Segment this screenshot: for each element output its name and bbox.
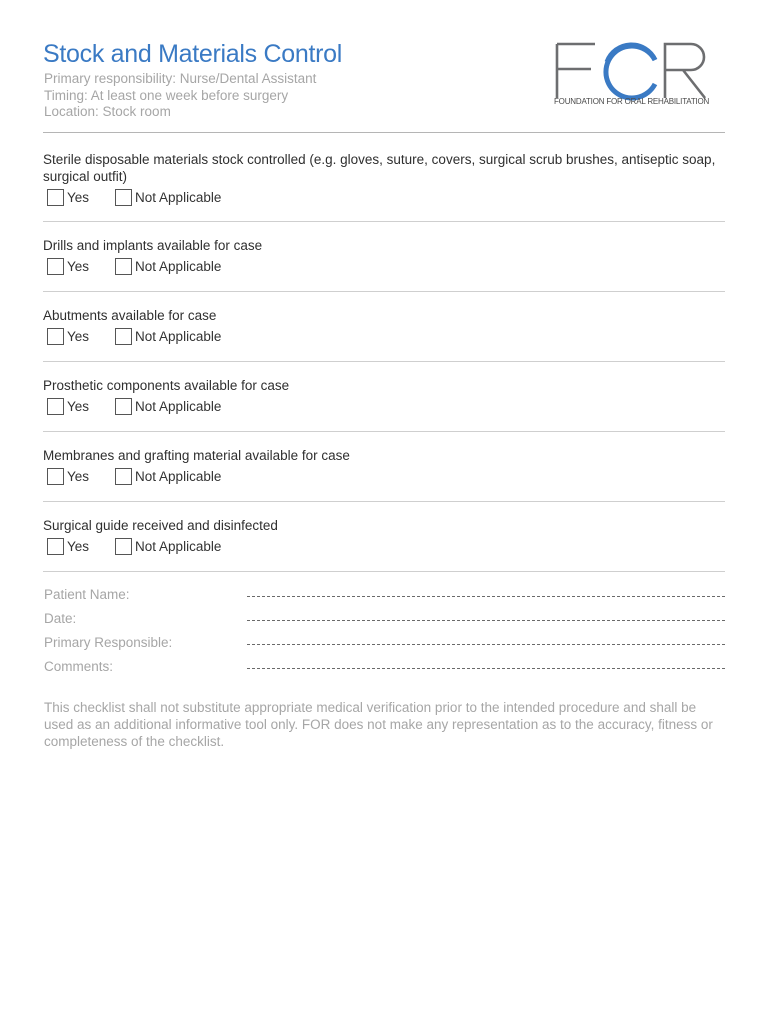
yes-checkbox[interactable] xyxy=(47,538,64,555)
item-question: Abutments available for case xyxy=(43,308,217,323)
patient-name-label: Patient Name: xyxy=(44,587,130,602)
yes-checkbox-option[interactable] xyxy=(43,398,89,415)
yes-label: Yes xyxy=(67,258,90,274)
item-question: Sterile disposable materials stock controlled (e.g. gloves, suture, covers, surgical scrub brushes, antiseptic soap, surgical outfit) xyxy=(43,152,716,184)
not-applicable-label: Not Applicable xyxy=(135,468,222,484)
not-applicable-label: Not Applicable xyxy=(135,398,222,414)
not-applicable-checkbox-option[interactable] xyxy=(111,258,221,275)
not-applicable-checkbox-option[interactable] xyxy=(111,189,221,206)
not-applicable-checkbox-option[interactable] xyxy=(111,328,221,345)
yes-label: Yes xyxy=(67,328,90,344)
checklist-item xyxy=(43,517,725,556)
item-question: Membranes and grafting material available for case xyxy=(43,448,350,463)
primary-responsible-field[interactable] xyxy=(247,644,725,645)
yes-checkbox-option[interactable] xyxy=(43,468,89,485)
not-applicable-checkbox[interactable] xyxy=(115,468,132,485)
patient-name-field[interactable] xyxy=(247,596,725,597)
yes-checkbox-option[interactable] xyxy=(43,538,89,555)
location: Location: Stock room xyxy=(44,104,171,119)
not-applicable-checkbox[interactable] xyxy=(115,538,132,555)
not-applicable-checkbox[interactable] xyxy=(115,398,132,415)
yes-label: Yes xyxy=(67,468,90,484)
yes-label: Yes xyxy=(67,538,90,554)
item-question: Prosthetic components available for case xyxy=(43,378,290,393)
checklist-item xyxy=(43,151,725,207)
disclaimer: This checklist shall not substitute appropriate medical verification prior to the intended procedure and shall be used as an additional informative tool only. FOR does not make any representation as to the accuracy, fitness or completeness of the checklist. xyxy=(44,700,713,749)
yes-checkbox[interactable] xyxy=(47,468,64,485)
not-applicable-checkbox[interactable] xyxy=(115,328,132,345)
yes-label: Yes xyxy=(67,189,90,205)
header-divider xyxy=(43,132,725,133)
yes-checkbox-option[interactable] xyxy=(43,189,89,206)
not-applicable-checkbox-option[interactable] xyxy=(111,538,221,555)
not-applicable-checkbox-option[interactable] xyxy=(111,398,221,415)
comments-field[interactable] xyxy=(247,668,725,669)
item-divider xyxy=(43,431,725,432)
item-divider xyxy=(43,571,725,572)
not-applicable-label: Not Applicable xyxy=(135,258,222,274)
not-applicable-checkbox[interactable] xyxy=(115,189,132,206)
checklist-item xyxy=(43,447,725,486)
item-divider xyxy=(43,291,725,292)
checklist-item xyxy=(43,237,725,276)
primary-responsible-label: Primary Responsible: xyxy=(44,635,173,650)
comments-label: Comments: xyxy=(44,659,114,674)
yes-checkbox[interactable] xyxy=(47,328,64,345)
checklist-item xyxy=(43,377,725,416)
not-applicable-checkbox-option[interactable] xyxy=(111,468,221,485)
date-label: Date: xyxy=(44,611,77,626)
yes-checkbox[interactable] xyxy=(47,398,64,415)
yes-checkbox[interactable] xyxy=(47,189,64,206)
item-divider xyxy=(43,501,725,502)
primary-responsibility: Primary responsibility: Nurse/Dental Assistant xyxy=(44,71,317,86)
timing: Timing: At least one week before surgery xyxy=(44,88,289,103)
yes-checkbox-option[interactable] xyxy=(43,328,89,345)
item-divider xyxy=(43,221,725,222)
page-title: Stock and Materials Control xyxy=(43,40,342,68)
logo-subtitle: FOUNDATION FOR ORAL REHABILITATION xyxy=(554,97,710,106)
yes-checkbox-option[interactable] xyxy=(43,258,89,275)
yes-checkbox[interactable] xyxy=(47,258,64,275)
yes-label: Yes xyxy=(67,398,90,414)
item-question: Surgical guide received and disinfected xyxy=(43,518,278,533)
item-question: Drills and implants available for case xyxy=(43,238,263,253)
not-applicable-label: Not Applicable xyxy=(135,328,222,344)
not-applicable-label: Not Applicable xyxy=(135,538,222,554)
item-divider xyxy=(43,361,725,362)
not-applicable-checkbox[interactable] xyxy=(115,258,132,275)
date-field[interactable] xyxy=(247,620,725,621)
checklist-item xyxy=(43,307,725,346)
not-applicable-label: Not Applicable xyxy=(135,189,222,205)
